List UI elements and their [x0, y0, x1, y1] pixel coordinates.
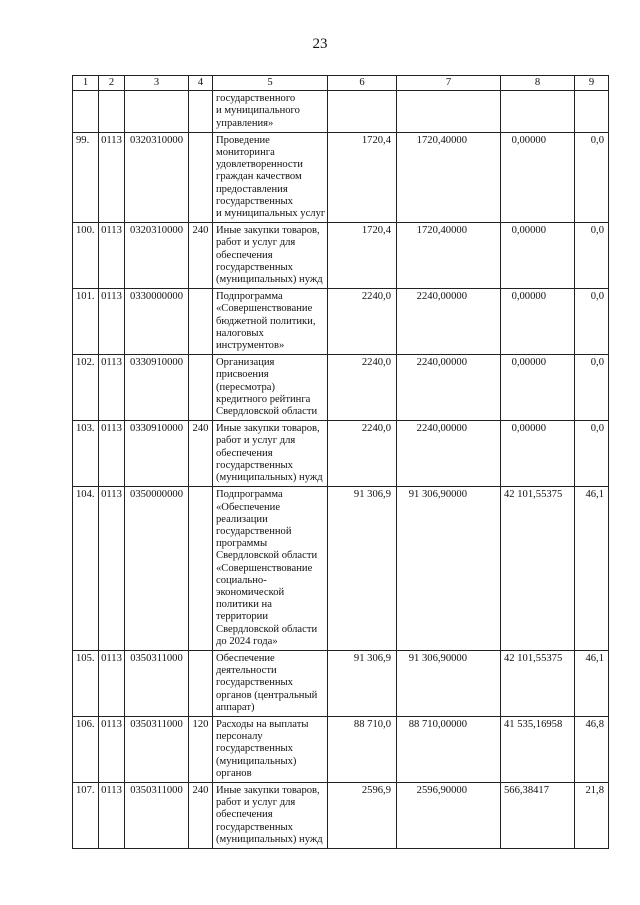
section-code: 0113: [99, 716, 125, 782]
item-name: Иные закупки товаров, работ и услуг для обеспечения государственных (муниципальных) нужд: [213, 782, 328, 848]
table-row: [73, 421, 609, 487]
row-number: 106.: [73, 716, 99, 782]
expense-type-code: 240: [189, 421, 213, 487]
row-number: 103.: [73, 421, 99, 487]
approved-amount: 91 306,90000: [397, 487, 501, 651]
column-header: 5: [213, 76, 328, 91]
execution-percent: 0,0: [575, 355, 609, 421]
header-row: [73, 76, 609, 91]
planned-amount: 1720,4: [328, 132, 397, 222]
section-code: 0113: [99, 223, 125, 289]
approved-amount: 2240,00000: [397, 421, 501, 487]
table-row: [73, 487, 609, 651]
executed-amount: 0,00000: [501, 421, 575, 487]
executed-amount: 42 101,55375: [501, 650, 575, 716]
row-number: 105.: [73, 650, 99, 716]
expense-type-code: [189, 650, 213, 716]
section-code: 0113: [99, 782, 125, 848]
table-row: [73, 223, 609, 289]
planned-amount: 2240,0: [328, 289, 397, 355]
target-article-code: 0320310000: [125, 223, 189, 289]
column-header: 3: [125, 76, 189, 91]
row-number: 100.: [73, 223, 99, 289]
expense-type-code: [189, 132, 213, 222]
executed-amount: [501, 91, 575, 133]
target-article-code: 0330910000: [125, 421, 189, 487]
execution-percent: 46,1: [575, 650, 609, 716]
row-number: 104.: [73, 487, 99, 651]
executed-amount: 0,00000: [501, 132, 575, 222]
approved-amount: 1720,40000: [397, 223, 501, 289]
target-article-code: 0320310000: [125, 132, 189, 222]
execution-percent: 46,8: [575, 716, 609, 782]
target-article-code: 0350000000: [125, 487, 189, 651]
section-code: 0113: [99, 355, 125, 421]
section-code: 0113: [99, 289, 125, 355]
planned-amount: 88 710,0: [328, 716, 397, 782]
table-row: [73, 132, 609, 222]
table-row: [73, 91, 609, 133]
table-row: [73, 782, 609, 848]
expense-type-code: 120: [189, 716, 213, 782]
execution-percent: 21,8: [575, 782, 609, 848]
execution-percent: 0,0: [575, 289, 609, 355]
page-number: 23: [312, 36, 328, 52]
executed-amount: 0,00000: [501, 289, 575, 355]
table-row: [73, 716, 609, 782]
item-name: Подпрограмма «Обеспечение реализации государственной программы Свердловской области «Совершенствование социально- экономической политики на территории Свердловской области до 2024 года»: [213, 487, 328, 651]
item-name: Иные закупки товаров, работ и услуг для обеспечения государственных (муниципальных) нужд: [213, 223, 328, 289]
approved-amount: 1720,40000: [397, 132, 501, 222]
row-number: 107.: [73, 782, 99, 848]
column-header: 4: [189, 76, 213, 91]
expense-type-code: [189, 487, 213, 651]
table-row: [73, 355, 609, 421]
target-article-code: 0330910000: [125, 355, 189, 421]
item-name: Иные закупки товаров, работ и услуг для обеспечения государственных (муниципальных) нужд: [213, 421, 328, 487]
item-name: государственного и муниципального управления»: [213, 91, 328, 133]
column-header: 1: [73, 76, 99, 91]
item-name: Подпрограмма «Совершенствование бюджетной политики, налоговых инструментов»: [213, 289, 328, 355]
approved-amount: 2240,00000: [397, 289, 501, 355]
executed-amount: 41 535,16958: [501, 716, 575, 782]
table-body: [73, 91, 609, 849]
row-number: 102.: [73, 355, 99, 421]
table-row: [73, 650, 609, 716]
execution-percent: [575, 91, 609, 133]
target-article-code: 0330000000: [125, 289, 189, 355]
expense-type-code: 240: [189, 223, 213, 289]
item-name: Организация присвоения (пересмотра) кредитного рейтинга Свердловской области: [213, 355, 328, 421]
expense-type-code: 240: [189, 782, 213, 848]
planned-amount: 2240,0: [328, 421, 397, 487]
executed-amount: 566,38417: [501, 782, 575, 848]
approved-amount: 2240,00000: [397, 355, 501, 421]
section-code: 0113: [99, 650, 125, 716]
column-header: 8: [501, 76, 575, 91]
planned-amount: 2596,9: [328, 782, 397, 848]
column-header: 2: [99, 76, 125, 91]
approved-amount: 2596,90000: [397, 782, 501, 848]
item-name: Проведение мониторинга удовлетворенности граждан качеством предоставления государственных и муниципальных услуг: [213, 132, 328, 222]
expense-type-code: [189, 91, 213, 133]
approved-amount: [397, 91, 501, 133]
planned-amount: 2240,0: [328, 355, 397, 421]
column-header: 6: [328, 76, 397, 91]
execution-percent: 0,0: [575, 223, 609, 289]
target-article-code: 0350311000: [125, 650, 189, 716]
section-code: 0113: [99, 132, 125, 222]
table-row: [73, 289, 609, 355]
executed-amount: 0,00000: [501, 223, 575, 289]
row-number: 99.: [73, 132, 99, 222]
row-number: 101.: [73, 289, 99, 355]
executed-amount: 42 101,55375: [501, 487, 575, 651]
column-header: 9: [575, 76, 609, 91]
target-article-code: 0350311000: [125, 716, 189, 782]
item-name: Расходы на выплаты персоналу государственных (муниципальных) органов: [213, 716, 328, 782]
approved-amount: 91 306,90000: [397, 650, 501, 716]
planned-amount: [328, 91, 397, 133]
section-code: 0113: [99, 421, 125, 487]
execution-percent: 0,0: [575, 132, 609, 222]
expense-type-code: [189, 289, 213, 355]
execution-percent: 46,1: [575, 487, 609, 651]
target-article-code: 0350311000: [125, 782, 189, 848]
expense-type-code: [189, 355, 213, 421]
execution-percent: 0,0: [575, 421, 609, 487]
target-article-code: [125, 91, 189, 133]
section-code: 0113: [99, 487, 125, 651]
item-name: Обеспечение деятельности государственных органов (центральный аппарат): [213, 650, 328, 716]
budget-table: [72, 75, 609, 849]
column-header: 7: [397, 76, 501, 91]
planned-amount: 91 306,9: [328, 650, 397, 716]
approved-amount: 88 710,00000: [397, 716, 501, 782]
row-number: [73, 91, 99, 133]
section-code: [99, 91, 125, 133]
executed-amount: 0,00000: [501, 355, 575, 421]
planned-amount: 1720,4: [328, 223, 397, 289]
planned-amount: 91 306,9: [328, 487, 397, 651]
